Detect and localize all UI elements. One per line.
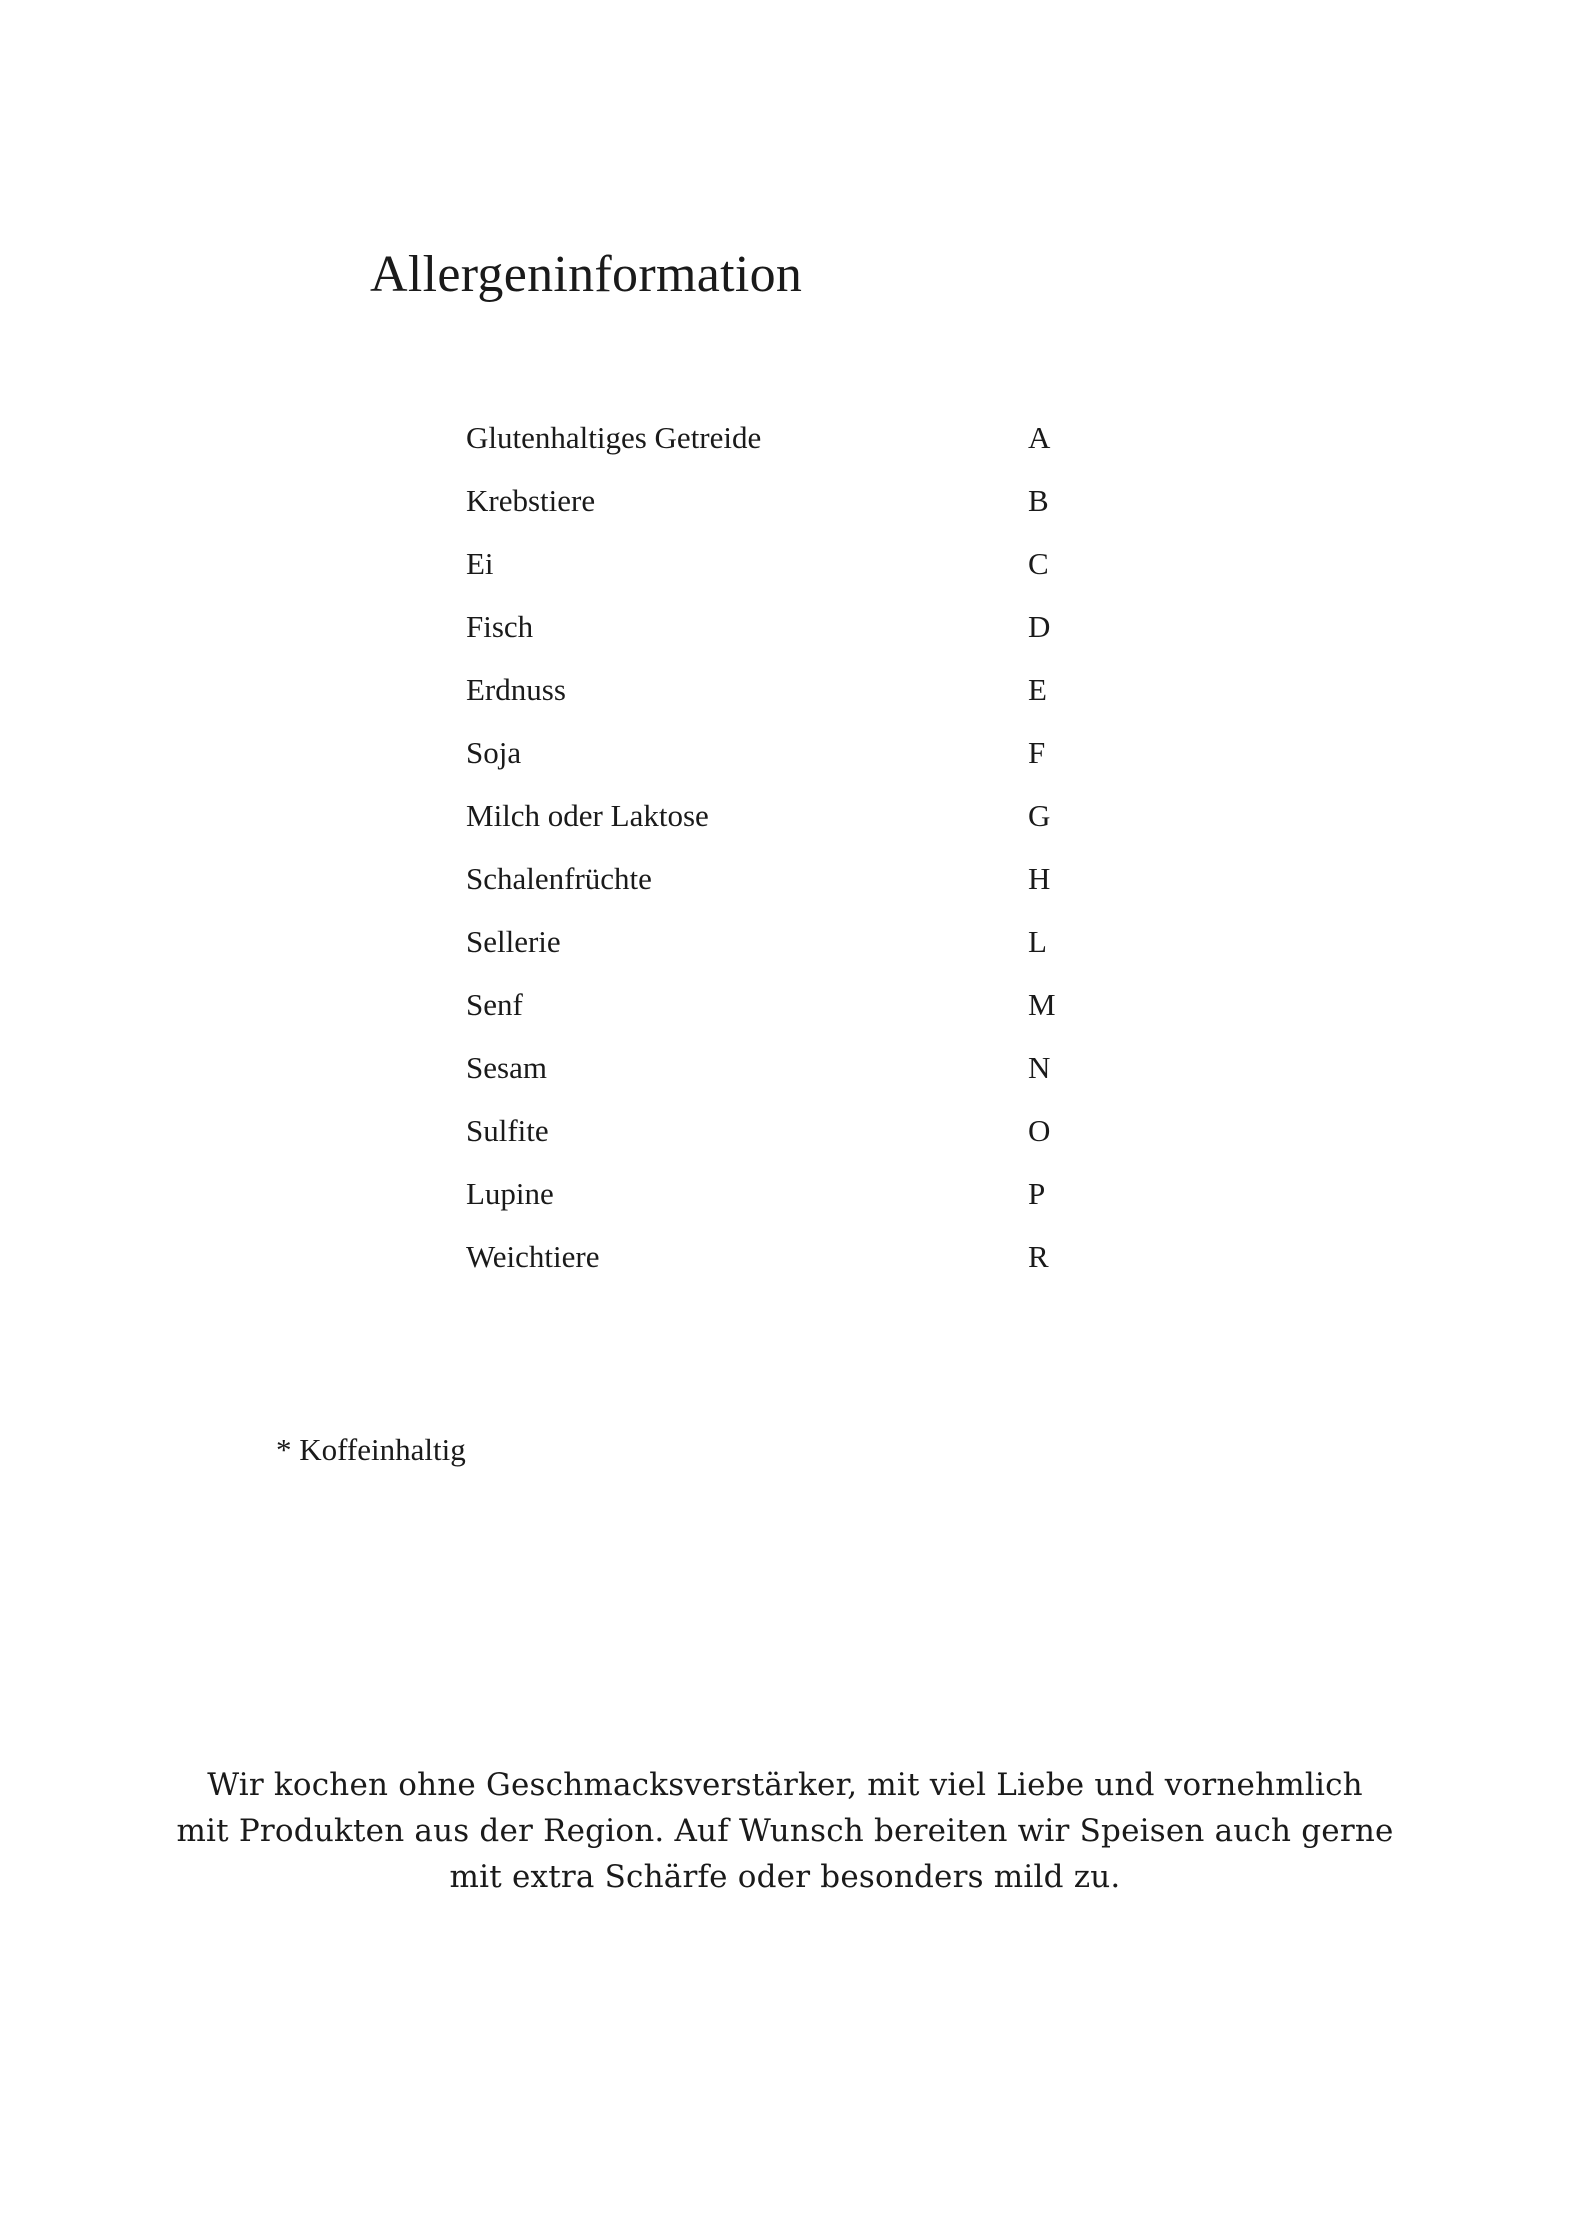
caffeine-footnote: * Koffeinhaltig <box>276 1432 466 1467</box>
allergen-code: E <box>1028 672 1047 707</box>
closing-note-line: mit extra Schärfe oder besonders mild zu. <box>449 1859 1121 1895</box>
closing-note-line: mit Produkten aus der Region. Auf Wunsch bereiten wir Speisen auch gerne <box>176 1813 1394 1849</box>
allergen-name: Senf <box>466 987 523 1022</box>
allergen-code: B <box>1028 483 1049 518</box>
allergen-code: F <box>1028 735 1046 770</box>
allergen-name: Lupine <box>466 1176 554 1211</box>
allergen-code: A <box>1028 420 1051 455</box>
closing-note <box>0 1762 1570 1900</box>
allergen-row <box>466 469 1126 532</box>
allergen-row <box>466 406 1126 469</box>
allergen-name: Ei <box>466 546 494 581</box>
allergen-row <box>466 595 1126 658</box>
closing-note-line: Wir kochen ohne Geschmacksverstärker, mit viel Liebe und vornehmlich <box>207 1767 1363 1803</box>
allergen-code: L <box>1028 924 1047 959</box>
allergen-row <box>466 1036 1126 1099</box>
allergen-code: H <box>1028 861 1051 896</box>
allergen-name: Weichtiere <box>466 1239 600 1274</box>
allergen-row <box>466 1162 1126 1225</box>
allergen-name: Sellerie <box>466 924 561 959</box>
allergen-name: Krebstiere <box>466 483 596 518</box>
allergen-table <box>466 406 1126 1288</box>
allergen-code: G <box>1028 798 1051 833</box>
allergen-code: M <box>1028 987 1056 1022</box>
allergen-name: Glutenhaltiges Getreide <box>466 420 762 455</box>
allergen-row <box>466 721 1126 784</box>
allergen-name: Erdnuss <box>466 672 566 707</box>
allergen-name: Milch oder Laktose <box>466 798 709 833</box>
allergen-row <box>466 784 1126 847</box>
allergen-name: Soja <box>466 735 522 770</box>
allergen-name: Fisch <box>466 609 534 644</box>
allergen-row <box>466 1225 1126 1288</box>
allergen-code: R <box>1028 1239 1049 1274</box>
allergen-code: O <box>1028 1113 1051 1148</box>
allergen-code: D <box>1028 609 1051 644</box>
allergen-row <box>466 973 1126 1036</box>
allergen-row <box>466 658 1126 721</box>
allergen-row <box>466 532 1126 595</box>
allergen-code: N <box>1028 1050 1051 1085</box>
allergen-row <box>466 847 1126 910</box>
allergen-code: P <box>1028 1176 1046 1211</box>
allergen-name: Schalenfrüchte <box>466 861 652 896</box>
allergen-row <box>466 910 1126 973</box>
allergen-code: C <box>1028 546 1049 581</box>
page-title: Allergeninformation <box>370 246 803 303</box>
allergen-name: Sesam <box>466 1050 547 1085</box>
allergen-row <box>466 1099 1126 1162</box>
allergen-name: Sulfite <box>466 1113 549 1148</box>
